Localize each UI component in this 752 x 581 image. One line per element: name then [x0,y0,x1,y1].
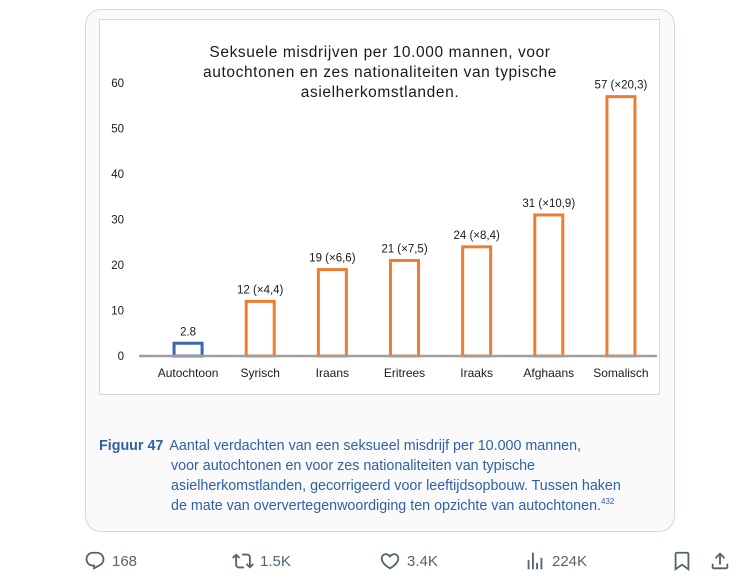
data-label: 12 (×4,4) [237,284,284,297]
share-icon [709,550,731,572]
y-tick-label: 0 [117,351,124,363]
x-tick-label: Autochtoon [157,366,219,380]
repost-button[interactable] [232,550,291,572]
repost-count: 1.5K [260,552,291,570]
x-axis [139,356,657,380]
caption-line: asielherkomstlanden, gecorrigeerd voor leeftijdsopbouw. Tussen haken [171,478,621,494]
like-button[interactable] [379,550,438,572]
bar [463,247,491,356]
bar [535,215,563,356]
y-tick-label: 10 [111,305,124,318]
y-tick-label: 30 [111,214,124,227]
chart-image [99,19,660,395]
y-axis [111,78,124,363]
caption-line: de mate van oververtegenwoordiging ten opzichte van autochtonen. [171,498,601,514]
reply-icon [84,550,106,572]
views-icon [524,550,546,572]
x-tick-label: Iraans [315,366,350,380]
figure-label: Figuur 47 [99,438,164,454]
data-label: 31 (×10,9) [522,197,576,210]
x-tick-label: Iraaks [460,366,493,380]
bars [174,80,647,356]
repost-icon [232,550,254,572]
y-tick-label: 60 [111,78,124,90]
footnote-ref: 432 [601,497,615,507]
figure-caption [99,436,669,516]
bar [391,260,419,356]
chart-title-line: asielherkomstlanden. [300,84,460,101]
bar-chart [100,20,661,396]
bar [607,97,635,356]
data-label: 57 (×20,3) [594,79,648,92]
tweet-media-card[interactable] [85,9,675,532]
bookmark-button[interactable] [671,550,693,577]
x-tick-label: Syrisch [240,366,280,380]
data-label: 24 (×8,4) [453,229,500,242]
views-button[interactable] [524,550,587,572]
chart-title [203,44,557,101]
y-tick-label: 20 [111,260,124,272]
view-count: 224K [552,552,588,570]
reply-button[interactable] [84,550,137,572]
y-tick-label: 50 [111,123,124,136]
chart-title-line: Seksuele misdrijven per 10.000 mannen, voor [209,44,551,61]
tweet-action-bar [84,548,739,576]
chart-title-line: autochtonen en zes nationaliteiten van typische [203,64,557,81]
data-label: 21 (×7,5) [381,243,428,256]
like-count: 3.4K [407,552,438,570]
bar [174,343,202,356]
heart-icon [379,550,401,572]
x-tick-label: Afghaans [523,366,575,380]
data-label: 19 (×6,6) [309,252,356,265]
bar [246,301,274,356]
x-tick-label: Somalisch [593,366,649,380]
bookmark-icon [671,550,693,572]
caption-line: voor autochtonen en voor zes nationaliteiten van typische [171,458,536,474]
reply-count: 168 [112,552,138,570]
x-tick-label: Eritrees [383,366,426,380]
y-tick-label: 40 [111,169,124,181]
data-label: 2.8 [180,326,197,339]
share-button[interactable] [709,550,731,577]
bar [318,270,346,356]
caption-line: Aantal verdachten van een seksueel misdrijf per 10.000 mannen, [169,438,582,454]
